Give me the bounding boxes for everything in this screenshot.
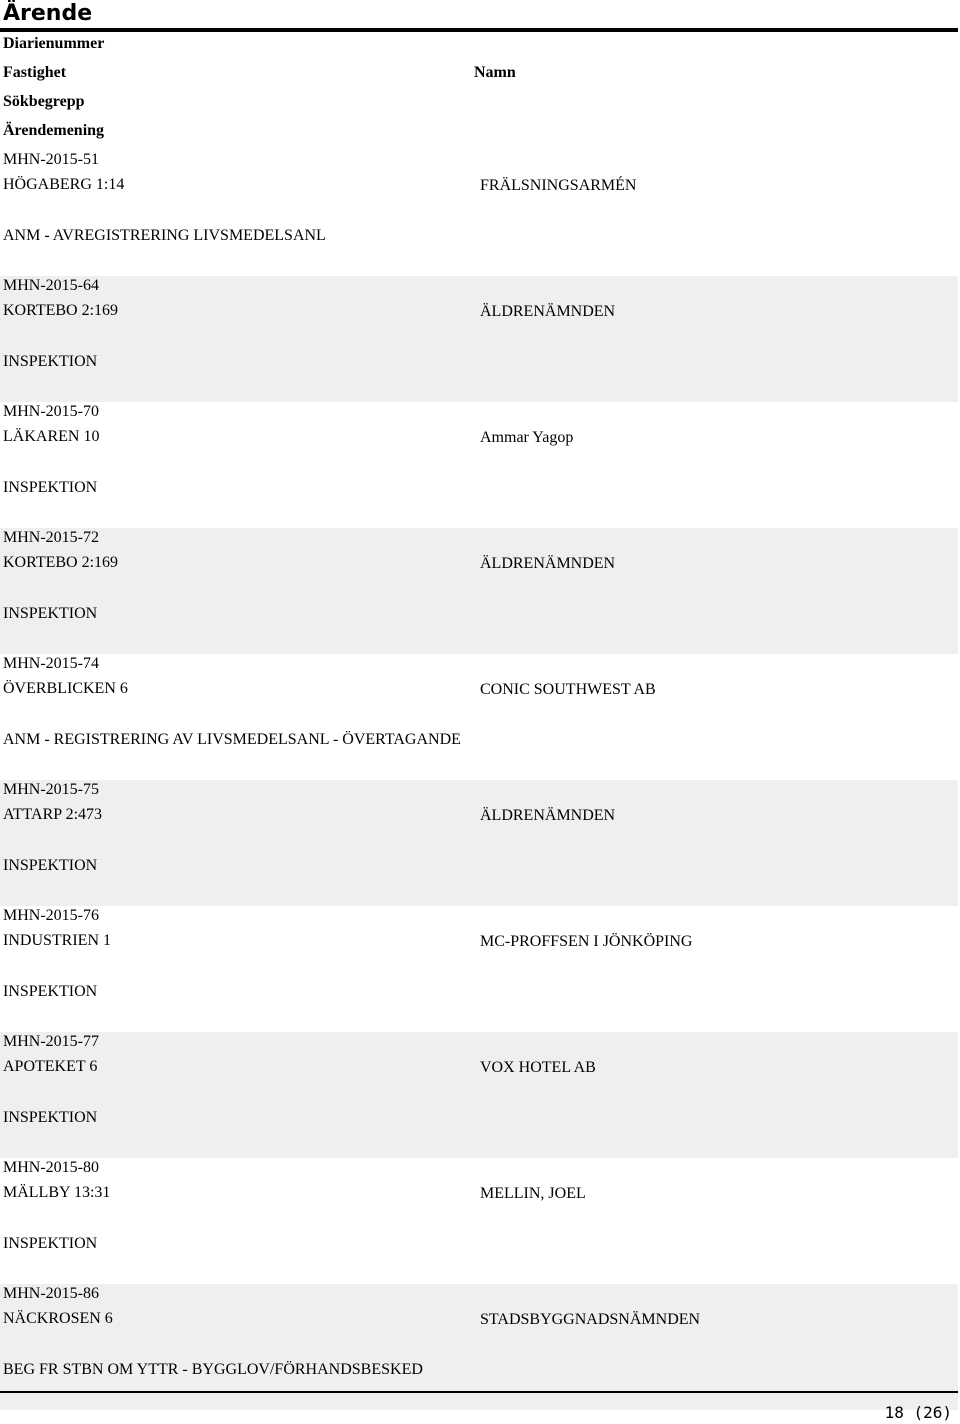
record-namn: CONIC SOUTHWEST AB — [480, 681, 656, 698]
title-rule — [0, 28, 958, 32]
record-row — [0, 780, 958, 906]
record-diarienummer: MHN-2015-86 — [3, 1285, 99, 1302]
record-namn: FRÄLSNINGSARMÉN — [480, 177, 637, 194]
record-arendemening: INSPEKTION — [3, 983, 98, 1000]
record-arendemening: INSPEKTION — [3, 605, 98, 622]
record-fastighet: APOTEKET 6 — [3, 1058, 98, 1075]
record-diarienummer: MHN-2015-51 — [3, 151, 99, 168]
record-fastighet: ÖVERBLICKEN 6 — [3, 680, 128, 697]
record-fastighet: HÖGABERG 1:14 — [3, 176, 125, 193]
header-diarienummer: Diarienummer — [3, 35, 105, 52]
record-fastighet: INDUSTRIEN 1 — [3, 932, 111, 949]
page-title: Ärende — [3, 1, 93, 26]
record-arendemening: ANM - AVREGISTRERING LIVSMEDELSANL — [3, 227, 326, 244]
record-arendemening: INSPEKTION — [3, 353, 98, 370]
header-namn: Namn — [474, 64, 516, 81]
record-arendemening: INSPEKTION — [3, 1109, 98, 1126]
record-row — [0, 150, 958, 276]
record-namn: ÄLDRENÄMNDEN — [480, 555, 616, 572]
record-diarienummer: MHN-2015-76 — [3, 907, 99, 924]
record-row — [0, 528, 958, 654]
record-row — [0, 402, 958, 528]
record-arendemening: BEG FR STBN OM YTTR - BYGGLOV/FÖRHANDSBESKED — [3, 1361, 423, 1378]
record-fastighet: KORTEBO 2:169 — [3, 302, 119, 319]
record-arendemening: INSPEKTION — [3, 479, 98, 496]
header-sokbegrepp: Sökbegrepp — [3, 93, 85, 110]
header-arendemening: Ärendemening — [3, 122, 105, 139]
record-diarienummer: MHN-2015-77 — [3, 1033, 99, 1050]
record-fastighet: ATTARP 2:473 — [3, 806, 103, 823]
record-diarienummer: MHN-2015-74 — [3, 655, 99, 672]
record-diarienummer: MHN-2015-80 — [3, 1159, 99, 1176]
footer-rule — [0, 1391, 958, 1393]
page-header — [0, 0, 960, 36]
record-row — [0, 276, 958, 402]
record-arendemening: INSPEKTION — [3, 857, 98, 874]
record-row — [0, 654, 958, 780]
record-arendemening: INSPEKTION — [3, 1235, 98, 1252]
record-diarienummer: MHN-2015-70 — [3, 403, 99, 420]
record-namn: STADSBYGGNADSNÄMNDEN — [480, 1311, 701, 1328]
record-namn: ÄLDRENÄMNDEN — [480, 807, 616, 824]
record-diarienummer: MHN-2015-64 — [3, 277, 99, 294]
record-diarienummer: MHN-2015-75 — [3, 781, 99, 798]
record-namn: MELLIN, JOEL — [480, 1185, 586, 1202]
record-row — [0, 906, 958, 1032]
record-arendemening: ANM - REGISTRERING AV LIVSMEDELSANL - ÖVERTAGANDE — [3, 731, 461, 748]
record-list — [0, 150, 958, 1410]
record-namn: ÄLDRENÄMNDEN — [480, 303, 616, 320]
page-number: 18 (26) — [884, 1403, 952, 1422]
record-row — [0, 1032, 958, 1158]
record-namn: MC-PROFFSEN I JÖNKÖPING — [480, 933, 693, 950]
header-fastighet: Fastighet — [3, 64, 67, 81]
record-fastighet: NÄCKROSEN 6 — [3, 1310, 113, 1327]
record-fastighet: KORTEBO 2:169 — [3, 554, 119, 571]
record-fastighet: MÄLLBY 13:31 — [3, 1184, 111, 1201]
record-namn: Ammar Yagop — [480, 429, 574, 446]
record-row — [0, 1158, 958, 1284]
record-namn: VOX HOTEL AB — [480, 1059, 596, 1076]
record-diarienummer: MHN-2015-72 — [3, 529, 99, 546]
record-fastighet: LÄKAREN 10 — [3, 428, 100, 445]
